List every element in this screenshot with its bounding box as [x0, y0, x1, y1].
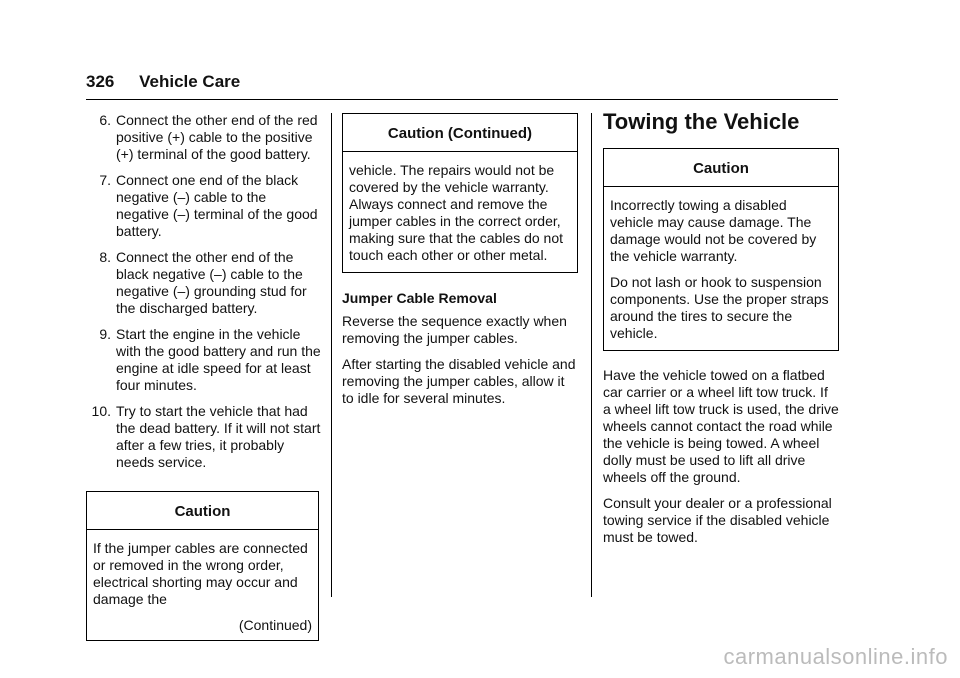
- caution-title: Caution (Continued): [343, 114, 577, 152]
- column-3: [603, 108, 839, 555]
- caution-body: [604, 187, 838, 350]
- column-2: [342, 113, 580, 416]
- section-heading-towing: Towing the Vehicle: [603, 109, 800, 134]
- step-number: 6.: [99, 112, 111, 128]
- caution-text: If the jumper cables are connected or removed in the wrong order, electrical shorting may occur and damage the: [93, 540, 308, 607]
- watermark: carmanualsonline.info: [723, 644, 948, 669]
- paragraph: After starting the disabled vehicle and removing the jumper cables, allow it to idle for several minutes.: [342, 356, 576, 406]
- page-header: [86, 72, 240, 92]
- step-item: [86, 112, 321, 163]
- caution-title: Caution: [87, 492, 318, 530]
- page-number: 326: [86, 72, 115, 91]
- step-number: 7.: [99, 172, 111, 188]
- header-rule: [86, 99, 838, 100]
- step-number: 10.: [91, 403, 111, 419]
- caution-box-towing: [603, 148, 839, 351]
- column-divider-2: [591, 113, 592, 597]
- caution-body: [87, 530, 318, 640]
- step-item: [86, 172, 321, 240]
- step-text: Connect the other end of the black negative (–) cable to the negative (–) grounding stud for the discharged battery.: [116, 249, 307, 316]
- column-divider-1: [331, 113, 332, 597]
- subheading-jumper-cable-removal: Jumper Cable Removal: [342, 290, 497, 306]
- step-number: 8.: [99, 249, 111, 265]
- caution-body: [343, 152, 577, 272]
- step-item: [86, 249, 321, 317]
- step-text: Start the engine in the vehicle with the good battery and run the engine at idle speed for at least four minutes.: [116, 326, 321, 393]
- step-number: 9.: [99, 326, 111, 342]
- paragraph: Have the vehicle towed on a flatbed car carrier or a wheel lift tow truck. If a wheel lift tow truck is used, the drive wheels cannot contact the road while the vehicle is being towed. A wheel dolly must be used to lift all drive wheels off the ground.: [603, 367, 839, 485]
- step-text: Connect one end of the black negative (–) cable to the negative (–) terminal of the good battery.: [116, 172, 318, 239]
- step-text: Try to start the vehicle that had the dead battery. If it will not start after a few tries, it probably needs service.: [116, 403, 321, 470]
- caution-text: Do not lash or hook to suspension components. Use the proper straps around the tires to secure the vehicle.: [610, 274, 829, 341]
- continued-label: (Continued): [238, 617, 312, 633]
- caution-box-continued: [342, 113, 578, 273]
- paragraph: Consult your dealer or a professional towing service if the disabled vehicle must be towed.: [603, 495, 832, 545]
- step-item: [86, 326, 321, 394]
- step-item: [86, 403, 321, 471]
- column-1: [86, 112, 321, 641]
- caution-title: Caution: [604, 149, 838, 187]
- step-list: [86, 112, 321, 471]
- paragraph: Reverse the sequence exactly when removing the jumper cables.: [342, 313, 567, 346]
- caution-text: vehicle. The repairs would not be covered by the vehicle warranty. Always connect and remove the jumper cables in the correct order, making sure that the cables do not touch each other or other metal.: [349, 162, 564, 263]
- step-text: Connect the other end of the red positive (+) cable to the positive (+) terminal of the good battery.: [116, 112, 318, 162]
- section-title: Vehicle Care: [139, 72, 241, 91]
- caution-box-jumper-order: [86, 491, 319, 641]
- caution-text: Incorrectly towing a disabled vehicle may cause damage. The damage would not be covered by the vehicle warranty.: [610, 197, 817, 264]
